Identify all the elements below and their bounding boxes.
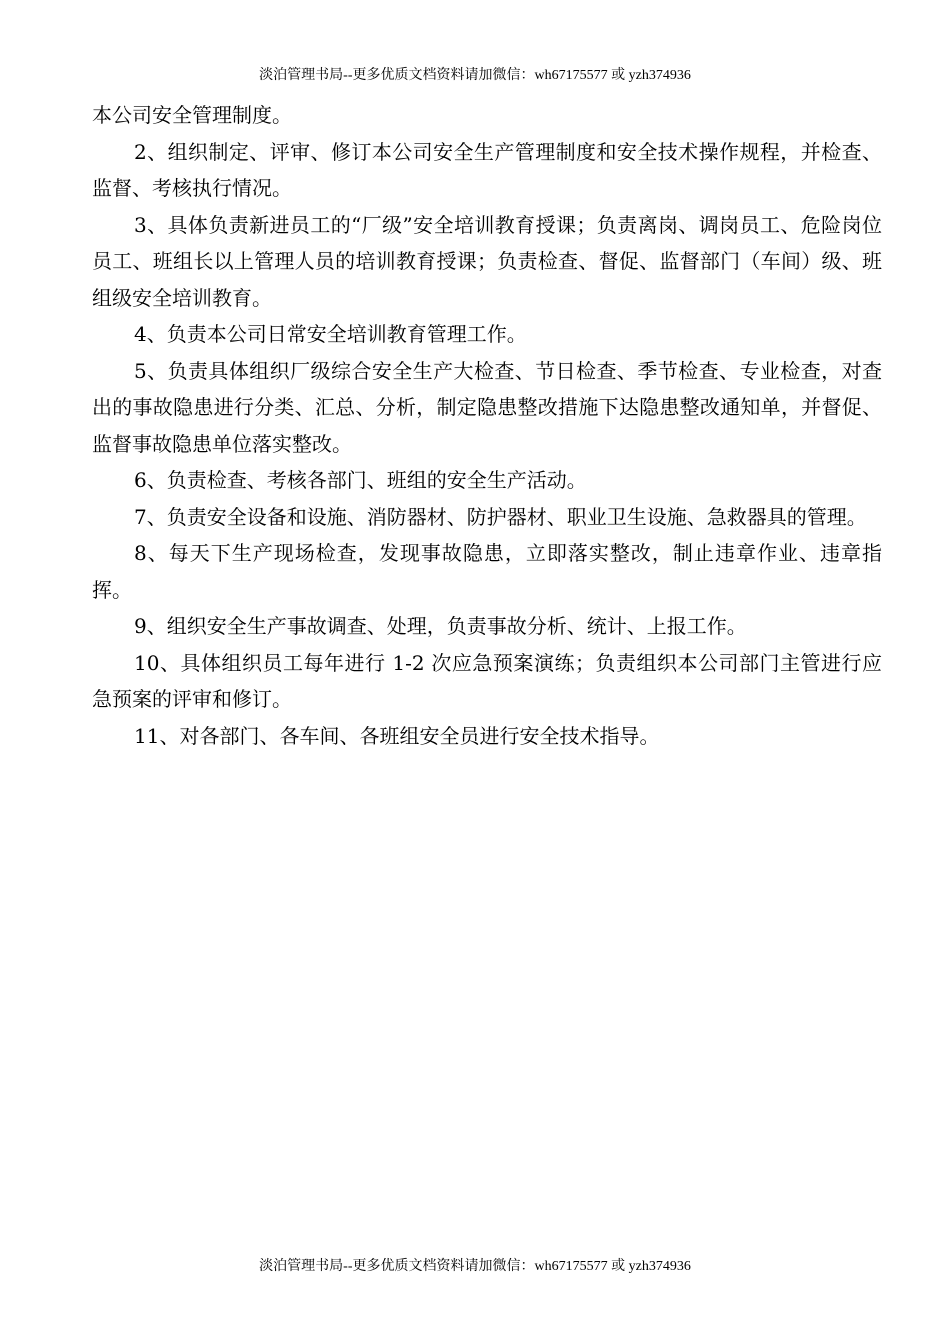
paragraph-item-6: 6、负责检查、考核各部门、班组的安全生产活动。	[134, 468, 587, 492]
page-header: 淡泊管理书局--更多优质文档资料请加微信：wh67175577 或 yzh374936	[259, 68, 691, 83]
paragraph-item-3: 3、具体负责新进员工的“厂级”安全培训教育授课；负责离岗、调岗员工、危险岗位员工、班组长以上管理人员的培训教育授课；负责检查、督促、监督部门（车间）级、班组级安全培训教育。	[92, 212, 882, 310]
document-body	[92, 97, 882, 754]
paragraph-continuation: 本公司安全管理制度。	[92, 103, 292, 127]
paragraph-item-4: 4、负责本公司日常安全培训教育管理工作。	[134, 322, 527, 346]
paragraph-item-5: 5、负责具体组织厂级综合安全生产大检查、节日检查、季节检查、专业检查，对查出的事故隐患进行分类、汇总、分析，制定隐患整改措施下达隐患整改通知单，并督促、监督事故隐患单位落实整改。	[92, 358, 882, 456]
paragraph-item-10: 10、具体组织员工每年进行 1-2 次应急预案演练；负责组织本公司部门主管进行应急预案的评审和修订。	[92, 650, 882, 711]
paragraph-item-8: 8、每天下生产现场检查，发现事故隐患，立即落实整改，制止违章作业、违章指挥。	[92, 541, 882, 602]
paragraph-item-2: 2、组织制定、评审、修订本公司安全生产管理制度和安全技术操作规程，并检查、监督、考核执行情况。	[92, 139, 882, 200]
paragraph-item-7: 7、负责安全设备和设施、消防器材、防护器材、职业卫生设施、急救器具的管理。	[134, 504, 867, 529]
paragraph-item-11: 11、对各部门、各车间、各班组安全员进行安全技术指导。	[134, 723, 660, 748]
paragraph-item-9: 9、组织安全生产事故调查、处理，负责事故分析、统计、上报工作。	[134, 614, 747, 638]
page-footer: 淡泊管理书局--更多优质文档资料请加微信：wh67175577 或 yzh374936	[259, 1259, 691, 1274]
